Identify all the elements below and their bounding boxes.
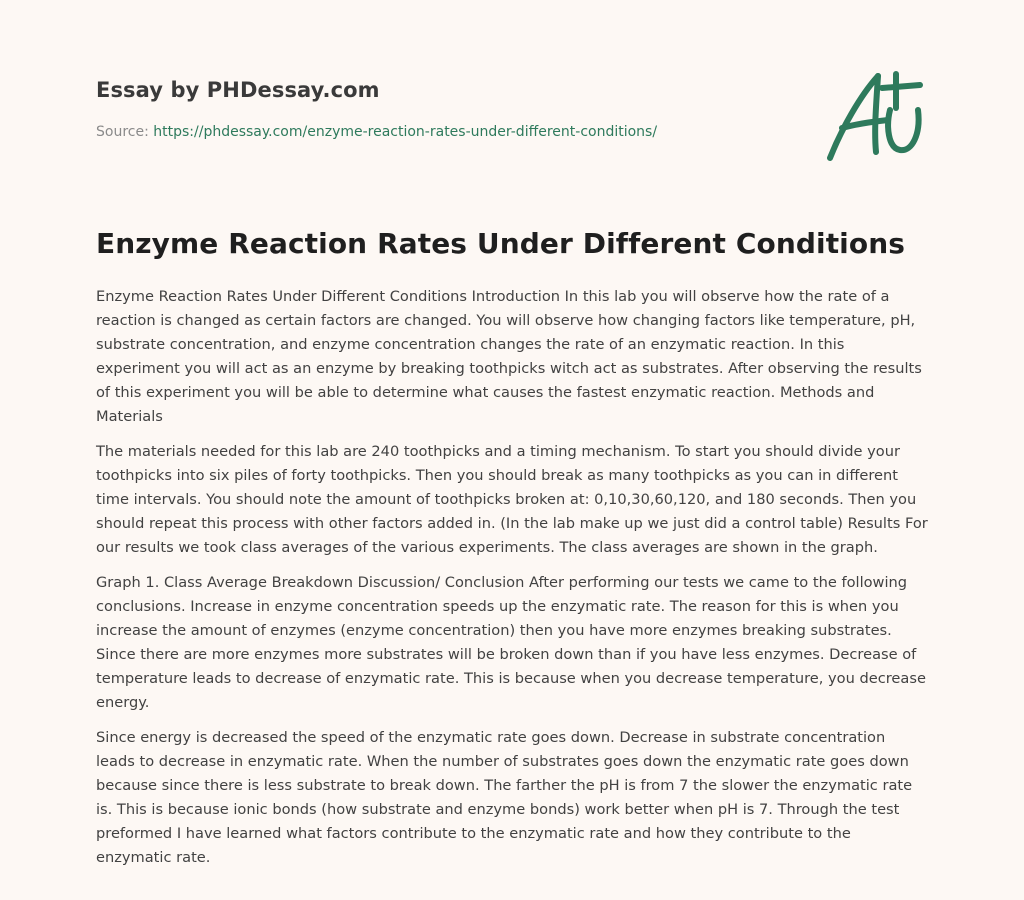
essay-page xyxy=(96,0,928,900)
essay-paragraph: Since energy is decreased the speed of the enzymatic rate goes down. Decrease in substrate concentration leads to decrease in enzymatic rate. When the number of substrates goes down the enzymatic rate goes down because since there is less substrate to break down. The farther the pH is from 7 the slower the enzymatic rate is. This is because ionic bonds (how substrate and enzyme bonds) work better when pH is 7. Through the test preformed I have learned what factors contribute to the enzymatic rate and how they contribute to the enzymatic rate. xyxy=(96,729,913,866)
essay-paragraph: The materials needed for this lab are 240 toothpicks and a timing mechanism. To start you should divide your toothpicks into six piles of forty toothpicks. Then you should break as many toothpicks as you can in different time intervals. You should note the amount of toothpicks broken at: 0,10,30,60,120, and 180 seconds. Then you should repeat this process with other factors added in. (In the lab make up we just did a control table) Results For our results we took class averages of the various experiments. The class averages are shown in the graph. xyxy=(96,443,928,556)
source-label: Source: xyxy=(96,124,154,140)
essay-title: Enzyme Reaction Rates Under Different Conditions xyxy=(96,227,906,260)
essay-paragraph: Graph 1. Class Average Breakdown Discussion/ Conclusion After performing our tests we came to the following conclusions. Increase in enzyme concentration speeds up the enzymatic rate. The reason for this is when you increase the amount of enzymes (enzyme concentration) then you have more enzymes breaking substrates. Since there are more enzymes more substrates will be broken down than if you have less enzymes. Decrease of temperature leads to decrease of enzymatic rate. This is because when you decrease temperature, you decrease energy. xyxy=(96,574,926,711)
essay-paragraph: Enzyme Reaction Rates Under Different Conditions Introduction In this lab you will observe how the rate of a reaction is changed as certain factors are changed. You will observe how changing factors like temperature, pH, substrate concentration, and enzyme concentration changes the rate of an enzymatic reaction. In this experiment you will act as an enzyme by breaking toothpicks witch act as substrates. After observing the results of this experiment you will be able to determine what causes the fastest enzymatic reaction. Methods and Materials xyxy=(96,288,922,425)
source-link[interactable]: https://phdessay.com/enzyme-reaction-rates-under-different-conditions/ xyxy=(153,124,658,140)
essay-body xyxy=(96,285,928,881)
source-line xyxy=(96,124,657,140)
site-title: Essay by PHDessay.com xyxy=(96,78,380,102)
a-plus-grade-icon xyxy=(826,66,928,166)
